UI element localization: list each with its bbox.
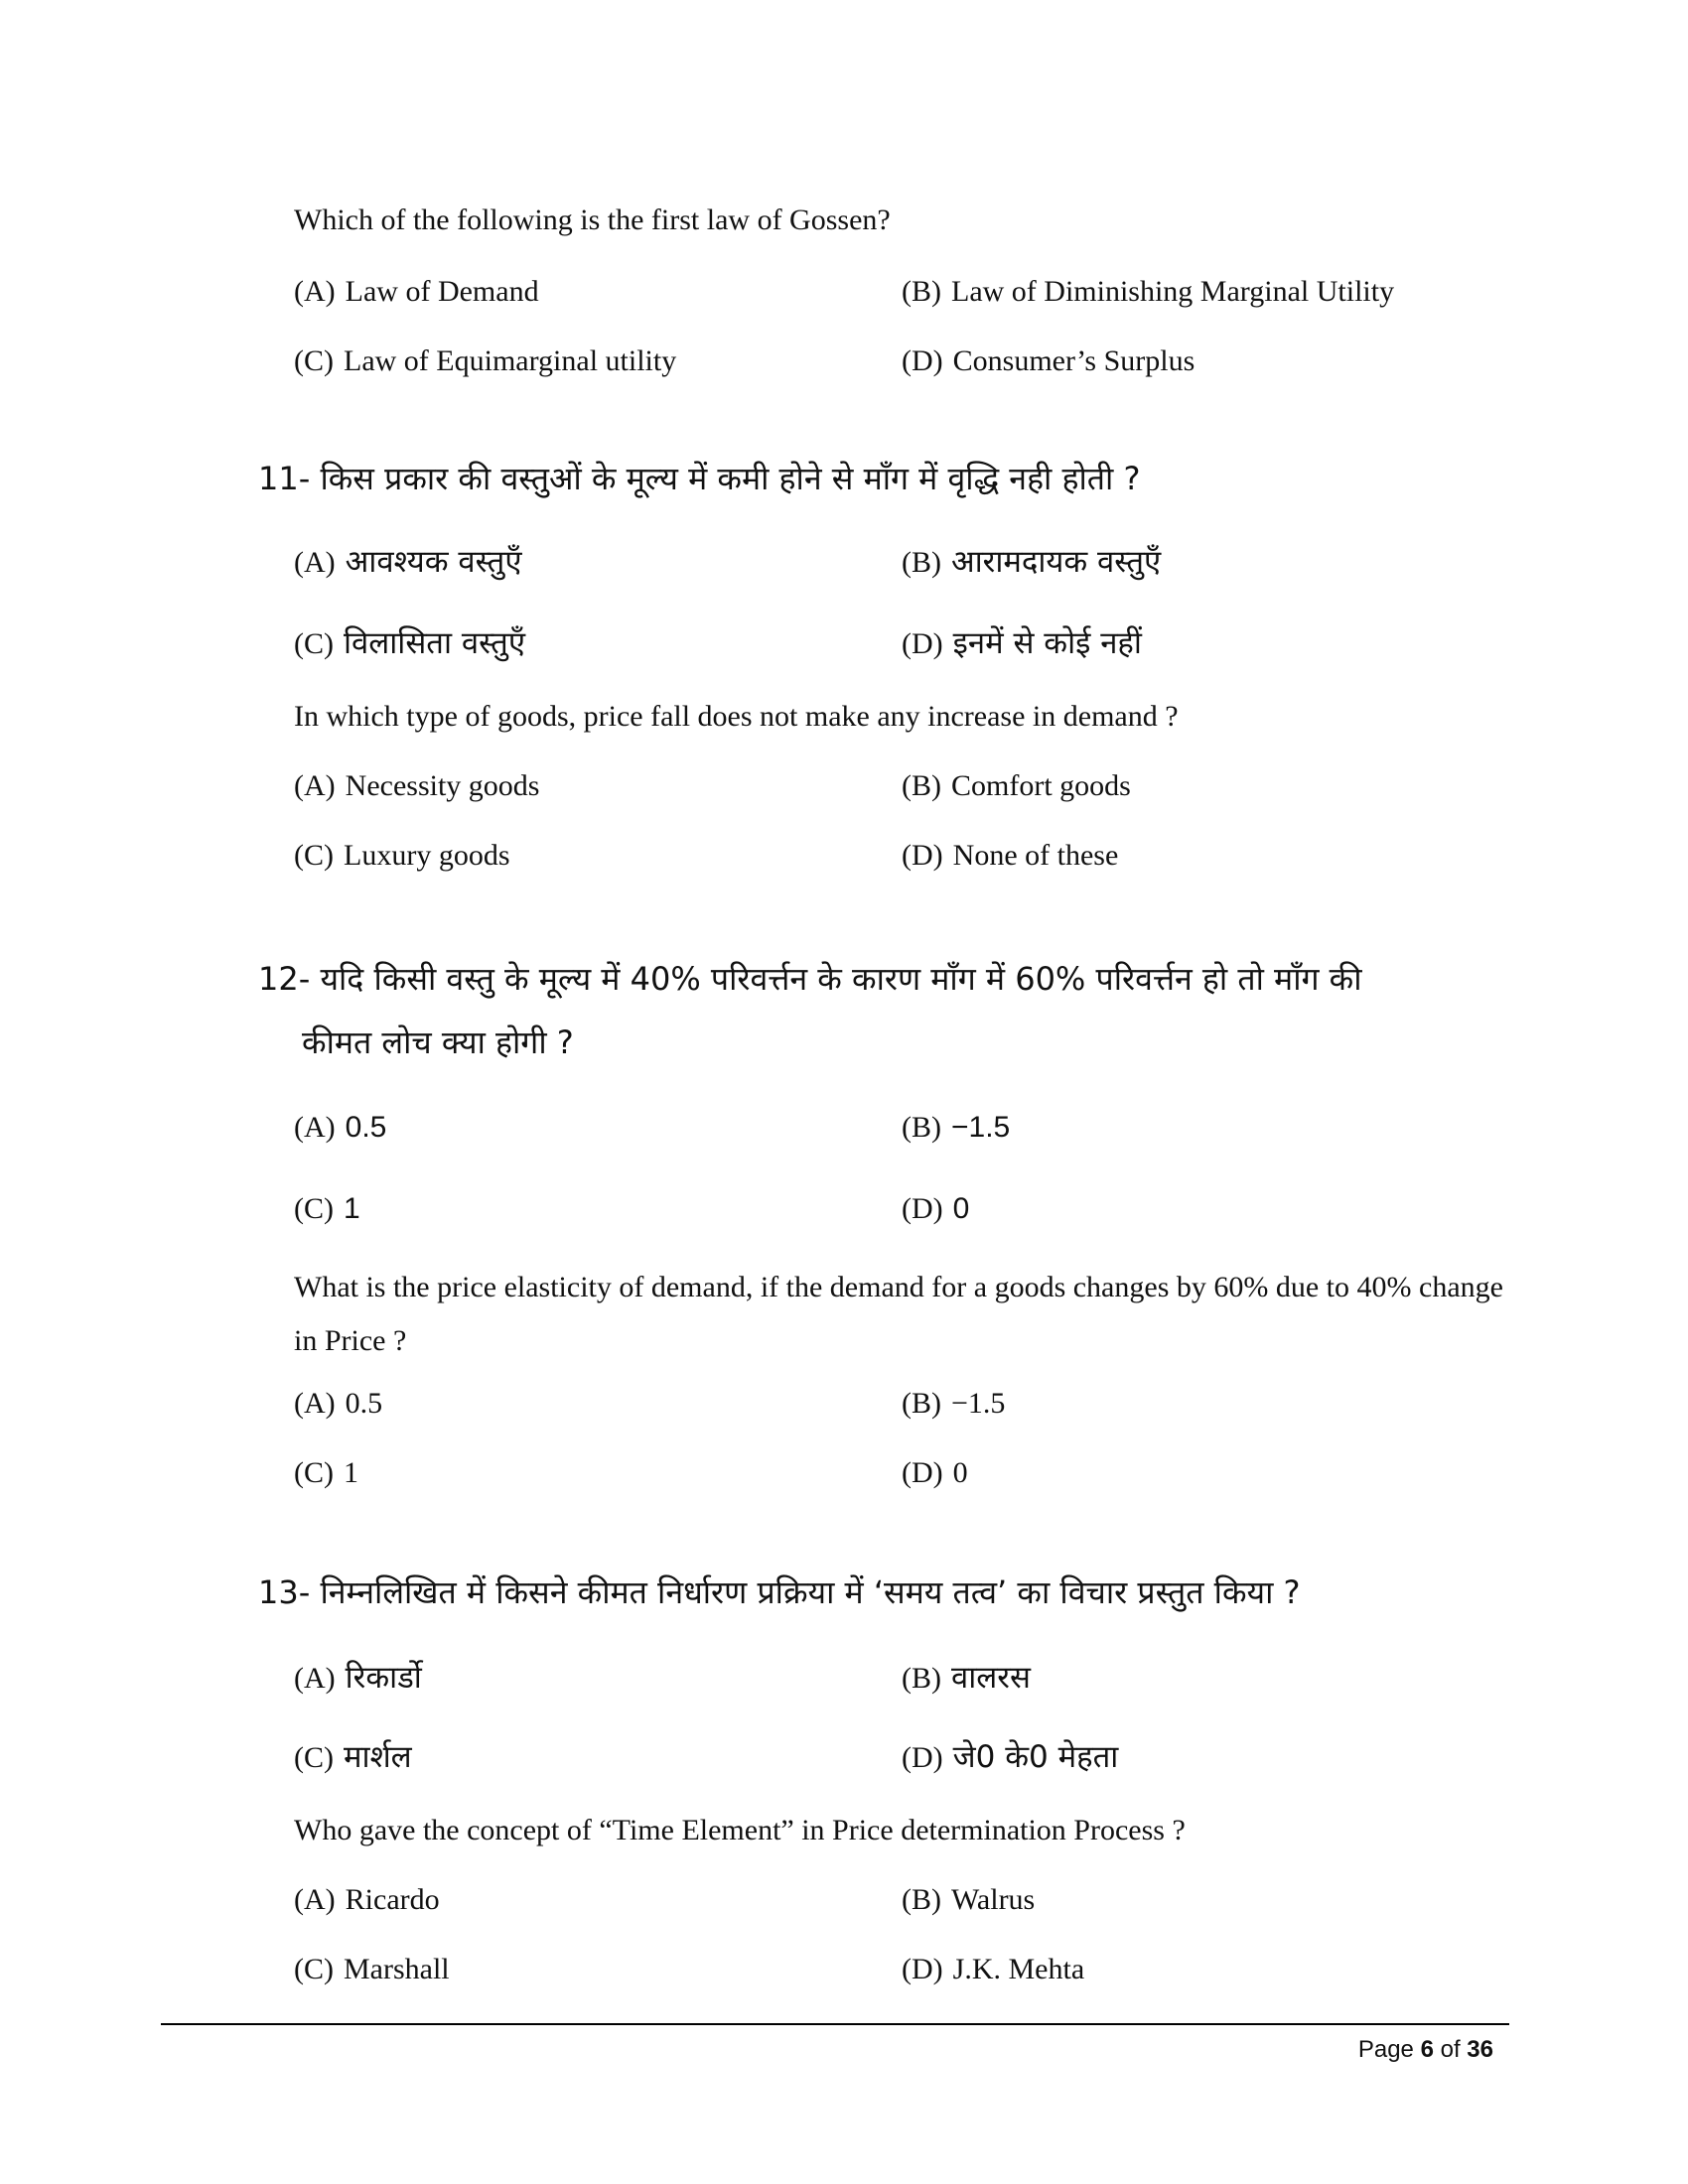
option-text: वालरस bbox=[951, 1660, 1031, 1696]
option-letter: (A) bbox=[294, 1387, 336, 1420]
option-text: आवश्यक वस्तुएँ bbox=[345, 544, 522, 580]
q13-en-question: Who gave the concept of “Time Element” in Price determination Process ? bbox=[294, 1814, 1186, 1846]
option-letter: (B) bbox=[902, 1883, 941, 1916]
q13-hi-option-a bbox=[294, 1660, 422, 1697]
option-letter: (C) bbox=[294, 1953, 334, 1985]
q12-en-option-d bbox=[902, 1455, 968, 1491]
option-letter: (C) bbox=[294, 839, 334, 872]
q11-en-option-c bbox=[294, 838, 510, 874]
option-text: आरामदायक वस्तुएँ bbox=[951, 544, 1162, 580]
option-text: 1 bbox=[344, 1456, 358, 1489]
page-word: Page bbox=[1357, 2036, 1414, 2063]
option-text: 0.5 bbox=[345, 1387, 383, 1420]
option-letter: (B) bbox=[902, 1662, 941, 1695]
option-text: रिकार्डो bbox=[345, 1660, 422, 1696]
option-letter: (C) bbox=[294, 1741, 334, 1774]
q11-hi-option-c bbox=[294, 625, 525, 662]
q12-hi-option-c bbox=[294, 1191, 360, 1227]
footer-divider bbox=[161, 2023, 1509, 2025]
option-letter: (A) bbox=[294, 1662, 336, 1695]
option-text: Necessity goods bbox=[345, 769, 540, 802]
option-text: −1.5 bbox=[951, 1111, 1011, 1144]
option-text: 0 bbox=[952, 1456, 968, 1489]
option-text: None of these bbox=[952, 839, 1119, 872]
q12-hi-option-d bbox=[902, 1191, 969, 1227]
q11-hi-option-d bbox=[902, 625, 1142, 662]
option-letter: (A) bbox=[294, 1883, 336, 1916]
option-letter: (C) bbox=[294, 1456, 334, 1489]
q13-hi-option-b bbox=[902, 1660, 1031, 1697]
option-letter: (D) bbox=[902, 839, 943, 872]
q12-hi-question-line1: 12- यदि किसी वस्तु के मूल्य में 40% परिवर्त्तन के कारण माँग में 60% परिवर्त्तन हो तो माँग की bbox=[258, 960, 1362, 998]
option-letter: (A) bbox=[294, 275, 336, 308]
option-text: Law of Equimarginal utility bbox=[344, 344, 677, 377]
q13-hi-question: 13- निम्नलिखित में किसने कीमत निर्धारण प्रक्रिया में ‘समय तत्व’ का विचार प्रस्तुत किया ? bbox=[258, 1573, 1301, 1611]
q10-en-option-a bbox=[294, 274, 539, 310]
option-text: 0.5 bbox=[345, 1111, 387, 1144]
total-pages-number: 36 bbox=[1467, 2036, 1493, 2063]
q13-en-option-a bbox=[294, 1882, 440, 1918]
option-text: J.K. Mehta bbox=[952, 1953, 1085, 1985]
option-letter: (B) bbox=[902, 1387, 941, 1420]
option-letter: (D) bbox=[902, 344, 943, 377]
option-text: जे0 के0 मेहता bbox=[952, 1739, 1119, 1775]
q12-hi-option-b bbox=[902, 1110, 1010, 1146]
q13-en-option-c bbox=[294, 1952, 450, 1987]
option-letter: (C) bbox=[294, 627, 334, 660]
option-letter: (B) bbox=[902, 546, 941, 579]
option-letter: (A) bbox=[294, 769, 336, 802]
q10-en-option-c bbox=[294, 343, 676, 379]
option-letter: (C) bbox=[294, 344, 334, 377]
q12-en-option-a bbox=[294, 1386, 382, 1422]
q13-hi-option-d bbox=[902, 1739, 1118, 1776]
option-text: −1.5 bbox=[951, 1387, 1006, 1420]
page-number-footer bbox=[1358, 2035, 1493, 2065]
option-letter: (B) bbox=[902, 275, 941, 308]
q12-en-question: What is the price elasticity of demand, if the demand for a goods changes by 60% due to 40% change in Price ? bbox=[294, 1271, 1503, 1357]
option-letter: (D) bbox=[902, 1456, 943, 1489]
of-word: of bbox=[1440, 2036, 1461, 2063]
option-text: Walrus bbox=[951, 1883, 1036, 1916]
option-letter: (D) bbox=[902, 1741, 943, 1774]
q11-en-option-a bbox=[294, 768, 539, 804]
q11-en-option-b bbox=[902, 768, 1131, 804]
q13-en-option-d bbox=[902, 1952, 1084, 1987]
option-letter: (D) bbox=[902, 1192, 943, 1225]
q11-hi-question: 11- किस प्रकार की वस्तुओं के मूल्य में कमी होने से माँग में वृद्धि नही होती ? bbox=[258, 460, 1141, 497]
option-text: Consumer’s Surplus bbox=[952, 344, 1196, 377]
q12-en-option-c bbox=[294, 1455, 358, 1491]
option-letter: (A) bbox=[294, 1111, 336, 1144]
option-text: Law of Diminishing Marginal Utility bbox=[951, 275, 1395, 308]
q13-en-option-b bbox=[902, 1882, 1035, 1918]
q12-hi-question-line2: कीमत लोच क्या होगी ? bbox=[302, 1024, 574, 1061]
option-text: मार्शल bbox=[344, 1739, 412, 1775]
q10-en-question: Which of the following is the first law of Gossen? bbox=[294, 204, 891, 236]
q11-hi-option-b bbox=[902, 544, 1161, 581]
q11-en-question: In which type of goods, price fall does not make any increase in demand ? bbox=[294, 700, 1179, 733]
option-text: इनमें से कोई नहीं bbox=[952, 625, 1142, 661]
option-text: Law of Demand bbox=[345, 275, 539, 308]
q12-en-option-b bbox=[902, 1386, 1005, 1422]
option-letter: (D) bbox=[902, 1953, 943, 1985]
q10-en-option-b bbox=[902, 274, 1394, 310]
option-text: Luxury goods bbox=[344, 839, 510, 872]
option-letter: (C) bbox=[294, 1192, 334, 1225]
q10-en-option-d bbox=[902, 343, 1195, 379]
option-text: 0 bbox=[952, 1192, 970, 1225]
current-page-number: 6 bbox=[1420, 2036, 1434, 2063]
option-letter: (D) bbox=[902, 627, 943, 660]
option-text: Marshall bbox=[344, 1953, 450, 1985]
q11-hi-option-a bbox=[294, 544, 522, 581]
option-text: Comfort goods bbox=[951, 769, 1131, 802]
q11-en-option-d bbox=[902, 838, 1118, 874]
option-letter: (A) bbox=[294, 546, 336, 579]
option-letter: (B) bbox=[902, 1111, 941, 1144]
option-text: विलासिता वस्तुएँ bbox=[344, 625, 525, 661]
option-letter: (B) bbox=[902, 769, 941, 802]
q13-hi-option-c bbox=[294, 1739, 412, 1776]
q12-hi-option-a bbox=[294, 1110, 386, 1146]
option-text: 1 bbox=[344, 1192, 360, 1225]
option-text: Ricardo bbox=[345, 1883, 440, 1916]
